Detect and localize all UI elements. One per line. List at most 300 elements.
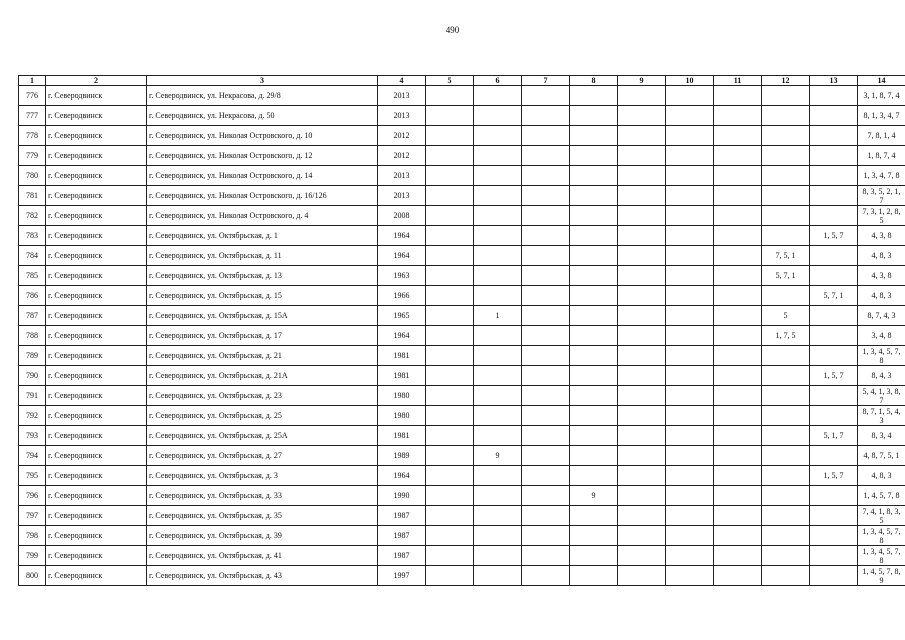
col7-cell <box>522 266 570 286</box>
col13-cell: 1, 5, 7 <box>810 226 858 246</box>
col13-cell: 5, 7, 1 <box>810 286 858 306</box>
address-cell: г. Северодвинск, ул. Николая Островского, д. 16/126 <box>147 186 378 206</box>
year-cell: 1990 <box>378 486 426 506</box>
column-header: 3 <box>147 76 378 86</box>
col12-cell <box>762 206 810 226</box>
year-cell: 1987 <box>378 526 426 546</box>
city-cell: г. Северодвинск <box>46 506 147 526</box>
col12-cell <box>762 486 810 506</box>
col14-cell: 4, 3, 8 <box>858 266 905 286</box>
row-number-cell: 796 <box>19 486 46 506</box>
col8-cell <box>570 326 618 346</box>
col14-cell: 4, 8, 3 <box>858 466 905 486</box>
col7-cell <box>522 566 570 586</box>
table-row <box>19 506 905 526</box>
year-cell: 2012 <box>378 126 426 146</box>
year-cell: 1980 <box>378 386 426 406</box>
col6-cell <box>474 326 522 346</box>
col12-cell <box>762 346 810 366</box>
year-cell: 1964 <box>378 326 426 346</box>
col6-cell <box>474 566 522 586</box>
col14-cell: 4, 8, 3 <box>858 286 905 306</box>
col12-cell <box>762 466 810 486</box>
row-number-cell: 778 <box>19 126 46 146</box>
year-cell: 2013 <box>378 106 426 126</box>
col8-cell <box>570 546 618 566</box>
col13-cell: 5, 1, 7 <box>810 426 858 446</box>
col6-cell <box>474 106 522 126</box>
address-cell: г. Северодвинск, ул. Октябрьская, д. 35 <box>147 506 378 526</box>
col7-cell <box>522 486 570 506</box>
table-row <box>19 486 905 506</box>
col8-cell <box>570 206 618 226</box>
col14-cell: 1, 4, 5, 7, 8, 9 <box>858 566 905 586</box>
col8-cell <box>570 366 618 386</box>
row-number-cell: 789 <box>19 346 46 366</box>
col9-cell <box>618 206 666 226</box>
col10-cell <box>666 186 714 206</box>
col9-cell <box>618 426 666 446</box>
col14-cell: 8, 3, 4 <box>858 426 905 446</box>
col13-cell <box>810 526 858 546</box>
column-header: 4 <box>378 76 426 86</box>
row-number-cell: 799 <box>19 546 46 566</box>
col14-cell: 7, 8, 1, 4 <box>858 126 905 146</box>
col6-cell <box>474 346 522 366</box>
col6-cell <box>474 526 522 546</box>
col5-cell <box>426 406 474 426</box>
row-number-cell: 790 <box>19 366 46 386</box>
col12-cell <box>762 226 810 246</box>
col6-cell <box>474 206 522 226</box>
col13-cell <box>810 246 858 266</box>
year-cell: 2013 <box>378 186 426 206</box>
city-cell: г. Северодвинск <box>46 226 147 246</box>
address-cell: г. Северодвинск, ул. Октябрьская, д. 15 <box>147 286 378 306</box>
row-number-cell: 791 <box>19 386 46 406</box>
city-cell: г. Северодвинск <box>46 146 147 166</box>
table-row <box>19 186 905 206</box>
page-number: 490 <box>445 25 460 35</box>
address-cell: г. Северодвинск, ул. Октябрьская, д. 1 <box>147 226 378 246</box>
col12-cell <box>762 286 810 306</box>
table-row <box>19 366 905 386</box>
row-number-cell: 784 <box>19 246 46 266</box>
col5-cell <box>426 506 474 526</box>
col12-cell <box>762 126 810 146</box>
col9-cell <box>618 466 666 486</box>
table-row <box>19 386 905 406</box>
col10-cell <box>666 526 714 546</box>
col14-cell: 7, 3, 1, 2, 8, 5 <box>858 206 905 226</box>
city-cell: г. Северодвинск <box>46 246 147 266</box>
col8-cell <box>570 406 618 426</box>
col8-cell <box>570 186 618 206</box>
col6-cell <box>474 266 522 286</box>
col8-cell <box>570 346 618 366</box>
col11-cell <box>714 206 762 226</box>
column-header: 5 <box>426 76 474 86</box>
col13-cell: 1, 5, 7 <box>810 366 858 386</box>
col6-cell: 9 <box>474 446 522 466</box>
col13-cell <box>810 186 858 206</box>
row-number-cell: 798 <box>19 526 46 546</box>
col7-cell <box>522 346 570 366</box>
col13-cell <box>810 406 858 426</box>
col9-cell <box>618 186 666 206</box>
col12-cell <box>762 86 810 106</box>
col8-cell <box>570 86 618 106</box>
col9-cell <box>618 166 666 186</box>
col12-cell <box>762 186 810 206</box>
col10-cell <box>666 426 714 446</box>
address-cell: г. Северодвинск, ул. Некрасова, д. 50 <box>147 106 378 126</box>
col7-cell <box>522 286 570 306</box>
col14-cell: 8, 3, 5, 2, 1, 7 <box>858 186 905 206</box>
col11-cell <box>714 306 762 326</box>
col10-cell <box>666 226 714 246</box>
city-cell: г. Северодвинск <box>46 546 147 566</box>
col5-cell <box>426 286 474 306</box>
table-row <box>19 266 905 286</box>
row-number-cell: 785 <box>19 266 46 286</box>
col10-cell <box>666 366 714 386</box>
col12-cell <box>762 386 810 406</box>
col14-cell: 1, 4, 5, 7, 8 <box>858 486 905 506</box>
col11-cell <box>714 86 762 106</box>
col11-cell <box>714 126 762 146</box>
col9-cell <box>618 446 666 466</box>
table-row <box>19 306 905 326</box>
col10-cell <box>666 146 714 166</box>
city-cell: г. Северодвинск <box>46 346 147 366</box>
col10-cell <box>666 506 714 526</box>
col11-cell <box>714 546 762 566</box>
col9-cell <box>618 406 666 426</box>
city-cell: г. Северодвинск <box>46 426 147 446</box>
col14-cell: 1, 3, 4, 5, 7, 8 <box>858 546 905 566</box>
col8-cell <box>570 166 618 186</box>
address-cell: г. Северодвинск, ул. Октябрьская, д. 23 <box>147 386 378 406</box>
col8-cell <box>570 306 618 326</box>
col5-cell <box>426 226 474 246</box>
col9-cell <box>618 526 666 546</box>
address-cell: г. Северодвинск, ул. Октябрьская, д. 41 <box>147 546 378 566</box>
col6-cell <box>474 146 522 166</box>
table-row <box>19 446 905 466</box>
city-cell: г. Северодвинск <box>46 286 147 306</box>
col9-cell <box>618 326 666 346</box>
table-row <box>19 146 905 166</box>
col7-cell <box>522 146 570 166</box>
col5-cell <box>426 166 474 186</box>
city-cell: г. Северодвинск <box>46 186 147 206</box>
col13-cell <box>810 106 858 126</box>
row-number-cell: 793 <box>19 426 46 446</box>
col10-cell <box>666 166 714 186</box>
col8-cell <box>570 426 618 446</box>
address-cell: г. Северодвинск, ул. Николая Островского, д. 14 <box>147 166 378 186</box>
row-number-cell: 780 <box>19 166 46 186</box>
col8-cell <box>570 246 618 266</box>
year-cell: 2012 <box>378 146 426 166</box>
col8-cell <box>570 226 618 246</box>
col9-cell <box>618 246 666 266</box>
col7-cell <box>522 306 570 326</box>
col11-cell <box>714 186 762 206</box>
col12-cell: 1, 7, 5 <box>762 326 810 346</box>
col12-cell <box>762 106 810 126</box>
table-row <box>19 426 905 446</box>
col12-cell <box>762 546 810 566</box>
city-cell: г. Северодвинск <box>46 406 147 426</box>
col14-cell: 1, 3, 4, 5, 7, 8 <box>858 346 905 366</box>
col11-cell <box>714 566 762 586</box>
address-cell: г. Северодвинск, ул. Октябрьская, д. 33 <box>147 486 378 506</box>
col7-cell <box>522 166 570 186</box>
address-cell: г. Северодвинск, ул. Октябрьская, д. 17 <box>147 326 378 346</box>
col5-cell <box>426 366 474 386</box>
col13-cell <box>810 306 858 326</box>
col14-cell: 3, 4, 8 <box>858 326 905 346</box>
city-cell: г. Северодвинск <box>46 386 147 406</box>
col9-cell <box>618 506 666 526</box>
col11-cell <box>714 326 762 346</box>
col10-cell <box>666 566 714 586</box>
year-cell: 1964 <box>378 466 426 486</box>
year-cell: 1997 <box>378 566 426 586</box>
col11-cell <box>714 286 762 306</box>
col10-cell <box>666 546 714 566</box>
column-header: 9 <box>618 76 666 86</box>
year-cell: 1964 <box>378 226 426 246</box>
col5-cell <box>426 326 474 346</box>
year-cell: 1987 <box>378 546 426 566</box>
col9-cell <box>618 86 666 106</box>
city-cell: г. Северодвинск <box>46 86 147 106</box>
col8-cell <box>570 526 618 546</box>
address-cell: г. Северодвинск, ул. Николая Островского, д. 10 <box>147 126 378 146</box>
year-cell: 1981 <box>378 346 426 366</box>
col7-cell <box>522 326 570 346</box>
table-row <box>19 166 905 186</box>
col6-cell <box>474 86 522 106</box>
address-cell: г. Северодвинск, ул. Октябрьская, д. 25А <box>147 426 378 446</box>
row-number-cell: 792 <box>19 406 46 426</box>
col14-cell: 1, 3, 4, 5, 7, 8 <box>858 526 905 546</box>
year-cell: 1964 <box>378 246 426 266</box>
col12-cell <box>762 366 810 386</box>
col8-cell <box>570 386 618 406</box>
col13-cell <box>810 446 858 466</box>
col9-cell <box>618 306 666 326</box>
col6-cell <box>474 506 522 526</box>
year-cell: 2013 <box>378 86 426 106</box>
registry-table <box>18 75 905 586</box>
col10-cell <box>666 326 714 346</box>
col5-cell <box>426 146 474 166</box>
address-cell: г. Северодвинск, ул. Николая Островского, д. 12 <box>147 146 378 166</box>
col9-cell <box>618 286 666 306</box>
address-cell: г. Северодвинск, ул. Октябрьская, д. 15А <box>147 306 378 326</box>
col12-cell <box>762 146 810 166</box>
col5-cell <box>426 106 474 126</box>
city-cell: г. Северодвинск <box>46 466 147 486</box>
col13-cell <box>810 206 858 226</box>
address-cell: г. Северодвинск, ул. Октябрьская, д. 21А <box>147 366 378 386</box>
table-row <box>19 206 905 226</box>
col6-cell <box>474 486 522 506</box>
address-cell: г. Северодвинск, ул. Октябрьская, д. 39 <box>147 526 378 546</box>
row-number-cell: 777 <box>19 106 46 126</box>
col5-cell <box>426 206 474 226</box>
col11-cell <box>714 166 762 186</box>
address-cell: г. Северодвинск, ул. Октябрьская, д. 3 <box>147 466 378 486</box>
year-cell: 1963 <box>378 266 426 286</box>
table-row <box>19 466 905 486</box>
col5-cell <box>426 186 474 206</box>
address-cell: г. Северодвинск, ул. Октябрьская, д. 25 <box>147 406 378 426</box>
city-cell: г. Северодвинск <box>46 206 147 226</box>
city-cell: г. Северодвинск <box>46 126 147 146</box>
col9-cell <box>618 346 666 366</box>
col8-cell <box>570 506 618 526</box>
column-header: 12 <box>762 76 810 86</box>
col9-cell <box>618 226 666 246</box>
row-number-cell: 795 <box>19 466 46 486</box>
col11-cell <box>714 146 762 166</box>
col14-cell: 8, 4, 3 <box>858 366 905 386</box>
col10-cell <box>666 106 714 126</box>
col13-cell <box>810 86 858 106</box>
col8-cell <box>570 466 618 486</box>
city-cell: г. Северодвинск <box>46 306 147 326</box>
table-row <box>19 526 905 546</box>
col7-cell <box>522 86 570 106</box>
address-cell: г. Северодвинск, ул. Октябрьская, д. 21 <box>147 346 378 366</box>
table-row <box>19 86 905 106</box>
year-cell: 1987 <box>378 506 426 526</box>
col8-cell <box>570 446 618 466</box>
col6-cell <box>474 286 522 306</box>
col6-cell <box>474 466 522 486</box>
col6-cell <box>474 246 522 266</box>
table-row <box>19 566 905 586</box>
row-number-cell: 788 <box>19 326 46 346</box>
table-row <box>19 246 905 266</box>
col13-cell <box>810 326 858 346</box>
col14-cell: 4, 3, 8 <box>858 226 905 246</box>
col14-cell: 8, 7, 4, 3 <box>858 306 905 326</box>
col10-cell <box>666 306 714 326</box>
col10-cell <box>666 246 714 266</box>
row-number-cell: 794 <box>19 446 46 466</box>
col7-cell <box>522 366 570 386</box>
col14-cell: 8, 7, 1, 5, 4, 3 <box>858 406 905 426</box>
col11-cell <box>714 486 762 506</box>
col5-cell <box>426 386 474 406</box>
col5-cell <box>426 306 474 326</box>
col5-cell <box>426 126 474 146</box>
year-cell: 1981 <box>378 366 426 386</box>
col7-cell <box>522 526 570 546</box>
city-cell: г. Северодвинск <box>46 106 147 126</box>
col12-cell <box>762 506 810 526</box>
col6-cell <box>474 126 522 146</box>
col9-cell <box>618 486 666 506</box>
table-row <box>19 106 905 126</box>
year-cell: 2013 <box>378 166 426 186</box>
col5-cell <box>426 466 474 486</box>
col12-cell <box>762 566 810 586</box>
col8-cell <box>570 286 618 306</box>
table-row <box>19 286 905 306</box>
col11-cell <box>714 386 762 406</box>
col7-cell <box>522 126 570 146</box>
col5-cell <box>426 446 474 466</box>
col6-cell <box>474 546 522 566</box>
col6-cell <box>474 366 522 386</box>
col7-cell <box>522 406 570 426</box>
column-header: 11 <box>714 76 762 86</box>
address-cell: г. Северодвинск, ул. Николая Островского, д. 4 <box>147 206 378 226</box>
col11-cell <box>714 266 762 286</box>
col6-cell <box>474 226 522 246</box>
address-cell: г. Северодвинск, ул. Октябрьская, д. 13 <box>147 266 378 286</box>
column-header: 14 <box>858 76 905 86</box>
col11-cell <box>714 346 762 366</box>
column-header: 13 <box>810 76 858 86</box>
col7-cell <box>522 466 570 486</box>
col6-cell <box>474 386 522 406</box>
year-cell: 1989 <box>378 446 426 466</box>
col12-cell <box>762 526 810 546</box>
col13-cell <box>810 566 858 586</box>
col13-cell: 1, 5, 7 <box>810 466 858 486</box>
col14-cell: 1, 3, 4, 7, 8 <box>858 166 905 186</box>
address-cell: г. Северодвинск, ул. Октябрьская, д. 11 <box>147 246 378 266</box>
table-row <box>19 226 905 246</box>
col7-cell <box>522 226 570 246</box>
row-number-cell: 797 <box>19 506 46 526</box>
row-number-cell: 787 <box>19 306 46 326</box>
col13-cell <box>810 506 858 526</box>
col10-cell <box>666 446 714 466</box>
col12-cell <box>762 166 810 186</box>
col7-cell <box>522 426 570 446</box>
col8-cell <box>570 146 618 166</box>
col10-cell <box>666 386 714 406</box>
row-number-cell: 786 <box>19 286 46 306</box>
col11-cell <box>714 406 762 426</box>
column-header: 7 <box>522 76 570 86</box>
col10-cell <box>666 206 714 226</box>
col14-cell: 7, 4, 1, 8, 3, 5 <box>858 506 905 526</box>
column-header: 1 <box>19 76 46 86</box>
col9-cell <box>618 546 666 566</box>
col11-cell <box>714 426 762 446</box>
table-row <box>19 126 905 146</box>
col7-cell <box>522 206 570 226</box>
col12-cell: 5, 7, 1 <box>762 266 810 286</box>
col11-cell <box>714 366 762 386</box>
col10-cell <box>666 406 714 426</box>
col5-cell <box>426 346 474 366</box>
col13-cell <box>810 386 858 406</box>
col11-cell <box>714 526 762 546</box>
col12-cell <box>762 446 810 466</box>
table-row <box>19 406 905 426</box>
